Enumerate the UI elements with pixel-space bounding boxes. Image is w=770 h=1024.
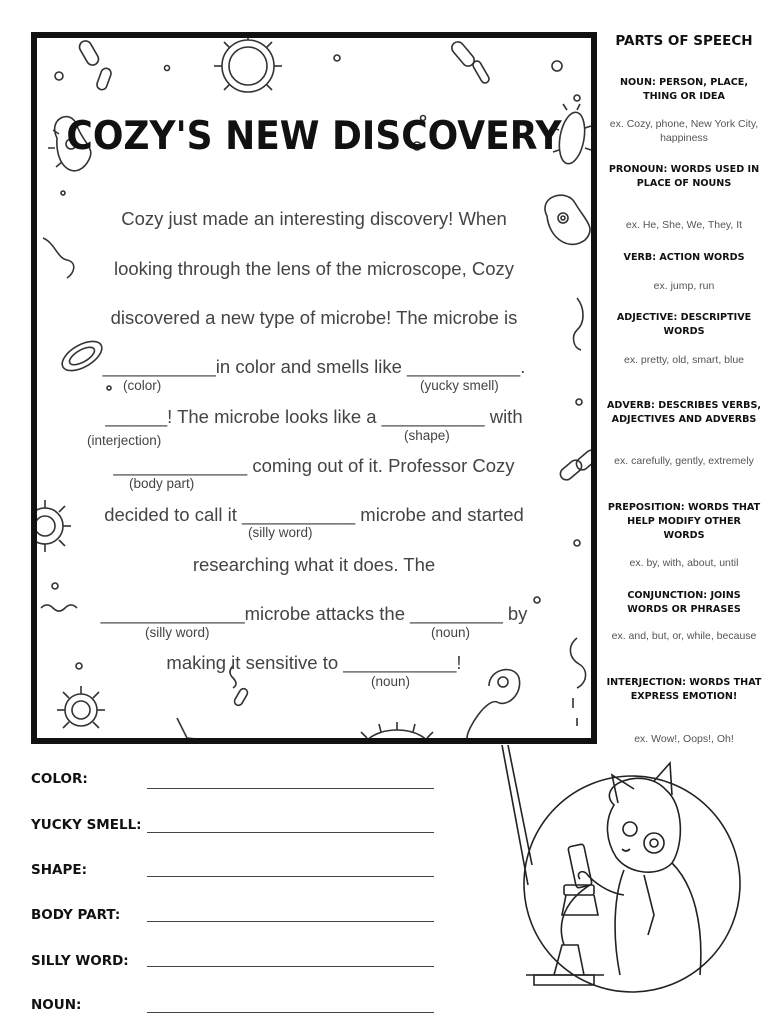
pos-example-adverb: ex. carefully, gently, extremely [614,455,754,467]
hint-body-part: (body part) [129,476,195,491]
pos-heading-adjective: ADJECTIVE: DESCRIPTIVE WORDS [616,312,752,337]
pos-example-preposition: ex. by, with, about, until [629,557,739,569]
pos-heading-interjection: INTERJECTION: WORDS THAT EXPRESS EMOTION! [606,677,762,702]
virus-icon [57,686,105,728]
form-line-noun[interactable] [147,1012,434,1013]
pos-example-adjective: ex. pretty, old, smart, blue [623,354,745,366]
story-line-5: ______! The microbe looks like a __________ with [105,406,523,427]
pos-heading-conjunction: CONJUNCTION: JOINS WORDS OR PHRASES [627,590,741,615]
story-line-4: ___________in color and smells like ___________. [102,356,526,377]
pos-heading-noun: NOUN: PERSON, PLACE, THING OR IDEA [619,77,749,102]
form-label-noun: NOUN: [31,997,82,1013]
amoeba-icon [467,670,520,738]
pos-example-conjunction: ex. and, but, or, while, because [611,630,757,642]
form-label-color: COLOR: [31,771,88,787]
form-label-body-part: BODY PART: [31,907,121,923]
story-line-9: ______________microbe attacks the _________ by [100,603,528,624]
hint-silly-word-2: (silly word) [145,625,210,640]
amoeba-icon [361,722,433,744]
hint-noun-2: (noun) [371,674,411,689]
pos-heading-verb: VERB: ACTION WORDS [623,252,745,263]
story-line-7: decided to call it ___________ microbe and started [104,504,524,525]
pos-heading-pronoun: PRONOUN: WORDS USED IN PLACE OF NOUNS [608,164,760,189]
form-label-silly-word: SILLY WORD: [31,953,129,969]
hint-interjection: (interjection) [87,433,162,448]
pos-example-noun: ex. Cozy, phone, New York City, happiness [609,118,759,144]
pos-heading-adverb: ADVERB: DESCRIBES VERBS, ADJECTIVES AND ADVERBS [606,400,761,425]
form-label-shape: SHAPE: [31,862,87,878]
bacteria-icon [449,39,580,101]
form-line-shape[interactable] [147,876,434,877]
pos-example-interjection: ex. Wow!, Oops!, Oh! [634,733,734,745]
form-line-yucky-smell[interactable] [147,832,434,833]
cat-scientist-microscope-icon [494,745,770,1024]
story-line-10: making it sensitive to ___________! [166,652,462,673]
hint-color: (color) [123,378,162,393]
hint-noun-1: (noun) [431,625,471,640]
story-line-1: Cozy just made an interesting discovery! When [121,208,507,229]
story-line-8: researching what it does. The [192,554,436,575]
parts-of-speech-title: PARTS OF SPEECH [615,33,753,49]
hint-silly-word-1: (silly word) [248,525,313,540]
hint-shape: (shape) [404,428,450,443]
form-line-silly-word[interactable] [147,966,434,967]
story-box [31,32,597,744]
pos-heading-preposition: PREPOSITION: WORDS THAT HELP MODIFY OTHER WORDS [607,502,761,541]
bacteria-icon [177,718,205,740]
story-line-6: _____________ coming out of it. Professor Cozy [113,455,515,476]
pos-example-pronoun: ex. He, She, We, They, It [625,219,743,231]
story-line-3: discovered a new type of microbe! The microbe is [110,307,518,328]
form-line-color[interactable] [147,788,434,789]
story-title: COZY'S NEW DISCOVERY [66,113,562,160]
pos-example-verb: ex. jump, run [653,280,715,292]
story-line-2: looking through the lens of the microscope, Cozy [113,258,515,279]
form-line-body-part[interactable] [147,921,434,922]
hint-yucky-smell: (yucky smell) [420,378,499,393]
form-label-yucky-smell: YUCKY SMELL: [31,817,142,833]
virus-icon [214,38,282,92]
